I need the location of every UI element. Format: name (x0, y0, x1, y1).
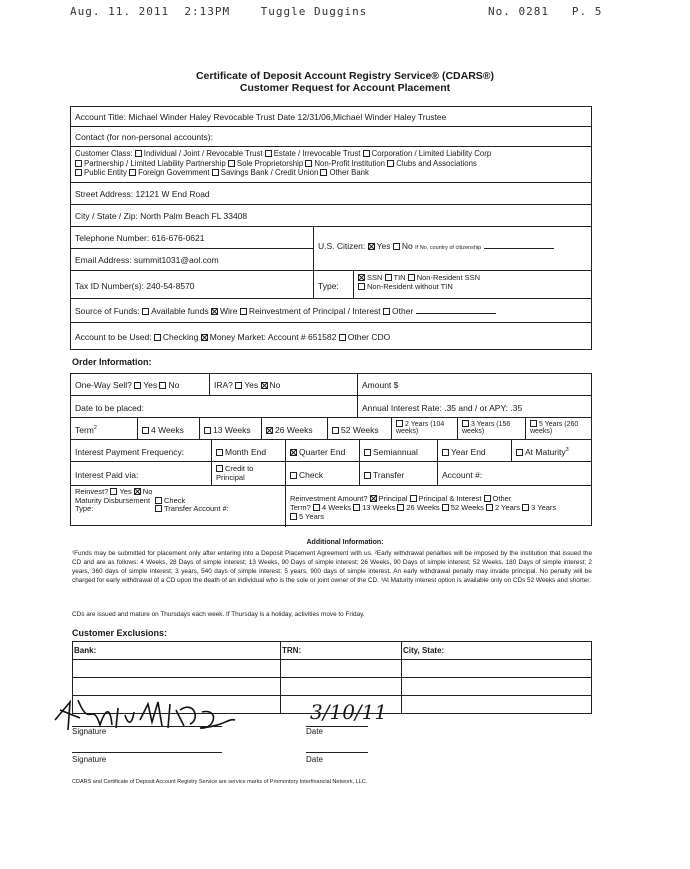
account-to-be-used (71, 323, 394, 351)
checkbox-other-cdo[interactable] (339, 334, 346, 341)
opt-label: Principal & Interest (418, 494, 482, 503)
checkbox-nonres-ssn[interactable] (408, 274, 415, 281)
customer-class-label: Customer Class: (75, 149, 133, 158)
ipf-maturity[interactable]: At Maturity$^3$ (511, 440, 591, 461)
term-26w[interactable] (261, 418, 327, 439)
sell-ira-row (71, 374, 591, 396)
checkbox-quarter-end[interactable] (290, 449, 297, 456)
opt-label: Public Entity (84, 168, 127, 177)
checkbox-rt-2y[interactable] (486, 504, 493, 511)
opt-label: Savings Bank / Credit Union (220, 168, 319, 177)
excl-cell[interactable] (402, 660, 592, 678)
opt-label: SSN (367, 273, 383, 282)
opt-label: 52 Weeks (450, 503, 484, 512)
checkbox-term-13w[interactable] (204, 427, 211, 434)
checkbox-term-2y[interactable] (396, 420, 403, 427)
opt-label: 2 Years (104 weeks) (396, 421, 445, 435)
checkbox-year-end[interactable] (442, 449, 449, 456)
reinvest-section (71, 486, 285, 527)
maturity-disbursement (75, 497, 281, 514)
checkbox-principal-interest[interactable] (410, 495, 417, 502)
checkbox-transfer[interactable] (364, 472, 371, 479)
signature-label-2: Signature (72, 755, 107, 764)
one-way-label: One-Way Sell? (75, 380, 132, 390)
opt-label: Corporation / Limited Liability Corp (371, 149, 492, 158)
fax-sender: Tuggle Duggins (260, 5, 368, 18)
opt-label: Transfer (373, 470, 405, 480)
reinvest-label: Reinvest? (75, 487, 109, 496)
ipv-row (71, 462, 591, 486)
ipv-label: Interest Paid via: (75, 470, 139, 480)
opt-label: Yes (119, 487, 132, 496)
ipv-check[interactable] (285, 462, 359, 485)
opt-label: 5 Years (260 weeks) (530, 421, 579, 435)
opt-label: Reinvestment of Principal / Interest (248, 306, 381, 316)
opt-label: No (168, 380, 180, 390)
checkbox-month-end[interactable] (216, 449, 223, 456)
phone-field[interactable]: Telephone Number: 616-676-0621 (71, 227, 313, 249)
issuance-note: CDs are issued and mature on Thursdays each week. If Thursday is a holiday, activities move to Friday. (72, 611, 365, 618)
checkbox-maturity-transfer[interactable] (155, 505, 162, 512)
term-label-text: Term (75, 425, 94, 435)
opt-label: Available funds (151, 306, 209, 316)
customer-class (71, 147, 495, 182)
citizen-note: If No, country of citizenship (415, 245, 482, 251)
checkbox-other-bank[interactable] (320, 169, 327, 176)
checkbox-sell-yes[interactable] (134, 382, 141, 389)
checkbox-estate[interactable] (265, 150, 272, 157)
form-title: Certificate of Deposit Account Registry Service® (CDARS®) (195, 70, 495, 82)
opt-label: 3 Years (531, 503, 557, 512)
checkbox-corporation[interactable] (363, 150, 370, 157)
checkbox-rt-3y[interactable] (522, 504, 529, 511)
opt-label: TIN (393, 273, 406, 282)
street-row (71, 183, 591, 205)
opt-label: Semiannual (373, 447, 418, 457)
opt-label: Principal (378, 494, 408, 503)
checkbox-term-4w[interactable] (142, 427, 149, 434)
opt-label: 26 Weeks (406, 503, 440, 512)
funds-label: Source of Funds: (75, 306, 140, 316)
checkbox-citizen-no[interactable] (393, 243, 400, 250)
term-row (71, 418, 591, 440)
opt-label: Money Market: Account # 651582 (209, 332, 337, 342)
tax-id[interactable]: Tax ID Number(s): 240-54-8570 (75, 281, 195, 291)
opt-label: 13 Weeks (362, 503, 396, 512)
account-used-row (71, 323, 591, 351)
contact-row (71, 127, 591, 147)
street-address[interactable]: Street Address: 12121 W End Road (75, 189, 210, 199)
checkbox-wire[interactable] (211, 308, 218, 315)
checkbox-citizen-yes[interactable] (368, 243, 375, 250)
excl-cell[interactable] (73, 660, 281, 678)
reinvest-row (71, 486, 591, 527)
opt-label: Yes (143, 380, 158, 390)
type-label: Type: (313, 271, 353, 298)
citizen-label: U.S. Citizen: (318, 241, 366, 251)
contact-field[interactable]: Contact (for non-personal accounts): (75, 132, 213, 142)
excl-header-trn: TRN: (281, 642, 402, 660)
phone-email-row (71, 227, 591, 271)
opt-label: No (142, 487, 153, 496)
checkbox-credit-principal[interactable] (216, 465, 223, 472)
reinvest-term-label: Term? (290, 503, 311, 512)
opt-label: Foreign Government (138, 168, 210, 177)
checkbox-ira-no[interactable] (261, 382, 268, 389)
ipf-semiannual[interactable] (359, 440, 437, 461)
term-4w[interactable] (137, 418, 199, 439)
opt-label: Non-Resident without TIN (367, 282, 453, 291)
checkbox-individual[interactable] (135, 150, 142, 157)
additional-info-heading: Additional Information: (306, 539, 384, 546)
date-rate-row (71, 396, 591, 418)
order-info-box (70, 373, 592, 526)
opt-label: Check (164, 495, 186, 505)
checkbox-reinvest-yes[interactable] (110, 488, 117, 495)
footnotes: ¹Funds may be submitted for placement only after entering into a Deposit Placement Agreement with us. ²Early withdrawal penalties will be imposed by the institution that issued the CD and are as follows: 4 Weeks, 28 Days of simple interest; 13 Weeks, 90 Days of simple interest; 26 Weeks, 90 Days of simple interest; 52 Weeks, 180 Days of simple interest; 2 years, 360 days of simple interest; 3 years, 540 days of simple interest; 5 years, 900 days of simple interest. An early withdrawal penalty may invade principal. No penalty will be charged for early withdrawal of a CD upon the death of an individual who is the sole or joint owner of the CD. ³At Maturity interest option is available only on CDs 52 Weeks and shorter. (72, 550, 592, 584)
opt-label: Wire (219, 306, 238, 316)
term-2y[interactable] (391, 418, 457, 439)
order-info-heading: Order Information: (72, 357, 152, 367)
checkbox-reinvest-other[interactable] (484, 495, 491, 502)
date-label-1: Date (306, 727, 323, 736)
opt-label: Credit to Principal (216, 464, 254, 482)
checkbox-term-5y[interactable] (530, 420, 537, 427)
checkbox-semiannual[interactable] (364, 449, 371, 456)
opt-label: Transfer Account #: (164, 504, 229, 513)
checkbox-money-market[interactable] (201, 334, 208, 341)
checkbox-rt-52w[interactable] (442, 504, 449, 511)
excl-cell[interactable] (281, 678, 402, 696)
citizen-no-label: No (401, 241, 413, 251)
opt-label: 13 Weeks (213, 425, 251, 435)
term-3y[interactable] (457, 418, 525, 439)
checkbox-nonres-no-tin[interactable] (358, 283, 365, 290)
citizen-field (313, 227, 591, 270)
citizenship-line (484, 248, 554, 249)
opt-label: Month End (225, 447, 267, 457)
opt-label: No (269, 380, 281, 390)
city-row (71, 205, 591, 227)
opt-label: 4 Weeks (151, 425, 184, 435)
checkbox-reinvestment[interactable] (240, 308, 247, 315)
type-options (353, 271, 591, 298)
excl-cell[interactable] (281, 660, 402, 678)
one-way-sell (71, 374, 181, 395)
checkbox-rt-13w[interactable] (353, 504, 360, 511)
checkbox-sole-prop[interactable] (228, 160, 235, 167)
checkbox-foreign-gov[interactable] (129, 169, 136, 176)
checkbox-term-26w[interactable] (266, 427, 273, 434)
signature-label-1: Signature (72, 727, 107, 736)
table-row (73, 660, 592, 678)
checkbox-partnership[interactable] (75, 160, 82, 167)
date-line-2 (306, 752, 368, 753)
amount-field[interactable]: Amount $ (357, 374, 591, 395)
opt-label: Partnership / Limited Liability Partnership (84, 158, 226, 168)
checkbox-rt-26w[interactable] (397, 504, 404, 511)
date-to-be-placed[interactable]: Date to be placed: (75, 403, 144, 413)
signature-line-2 (72, 752, 222, 753)
checkbox-sell-no[interactable] (159, 382, 166, 389)
exclusions-heading: Customer Exclusions: (72, 628, 168, 638)
opt-label: Checking (162, 332, 199, 342)
checkbox-ssn[interactable] (358, 274, 365, 281)
fax-header (70, 5, 367, 18)
form-subtitle: Customer Request for Account Placement (239, 82, 451, 94)
term-label: Term$^2$ (75, 425, 97, 435)
maturity-options (155, 497, 229, 514)
checkbox-checking[interactable] (154, 334, 161, 341)
opt-label: Yes (244, 380, 259, 390)
account-title-row (71, 107, 591, 127)
checkbox-public-entity[interactable] (75, 169, 82, 176)
opt-label: 26 Weeks (275, 425, 313, 435)
ira-field (209, 374, 357, 395)
opt-label: Estate / Irrevocable Trust (273, 149, 361, 158)
checkbox-available-funds[interactable] (142, 308, 149, 315)
checkbox-rt-4w[interactable] (313, 504, 320, 511)
opt-label: 4 Weeks (321, 503, 351, 512)
ira-label: IRA? (214, 380, 233, 390)
opt-label: Sole Proprietorship (236, 158, 304, 168)
opt-label: 2 Years (495, 503, 521, 512)
footer-trademark: CDARS and Certificate of Deposit Account Registry Service are service marks of Promontory Interfinancial Network, LLC. (72, 779, 368, 785)
opt-label: Check (299, 470, 324, 480)
excl-cell[interactable] (402, 678, 592, 696)
excl-header-city: City, State: (402, 642, 592, 660)
checkbox-clubs[interactable] (387, 160, 394, 167)
fax-page: P. 5 (571, 5, 603, 18)
opt-label: At Maturity (525, 447, 566, 457)
fax-page-info (488, 5, 602, 18)
checkbox-at-maturity[interactable] (516, 449, 523, 456)
checkbox-nonprofit[interactable] (305, 160, 312, 167)
fax-number: No. 0281 (488, 5, 549, 18)
source-of-funds (71, 299, 500, 322)
ipv-credit[interactable] (211, 462, 285, 485)
ipf-month[interactable] (211, 440, 285, 461)
city-state-zip[interactable]: City / State / Zip: North Palm Beach FL 33408 (75, 211, 248, 221)
opt-label: Clubs and Associations (396, 158, 477, 168)
ipf-quarter[interactable] (285, 440, 359, 461)
maturity-label: Maturity Disbursement Type: (75, 495, 151, 513)
opt-label: Other (492, 494, 512, 503)
tax-row (71, 271, 591, 299)
opt-label: 3 Years (156 weeks) (462, 421, 511, 435)
checkbox-reinvest-no[interactable] (134, 488, 141, 495)
reinvest-amount-section (285, 486, 591, 527)
checkbox-ira-yes[interactable] (235, 382, 242, 389)
funds-row (71, 299, 591, 323)
date-label-2: Date (306, 755, 323, 764)
opt-label: Other (392, 306, 414, 316)
term-52w[interactable] (327, 418, 391, 439)
checkbox-check[interactable] (290, 472, 297, 479)
email-field[interactable]: Email Address: summit1031@aol.com (75, 255, 219, 265)
opt-label: Other Bank (329, 168, 369, 177)
ipf-label: Interest Payment Frequency: (75, 447, 185, 457)
ipf-year[interactable] (437, 440, 511, 461)
opt-label: Quarter End (299, 447, 346, 457)
table-row (73, 642, 592, 660)
checkbox-principal[interactable] (370, 495, 377, 502)
excl-header-bank: Bank: (73, 642, 281, 660)
excl-cell[interactable] (402, 696, 592, 714)
fax-date: Aug. 11. 2011 (70, 5, 170, 18)
acct-used-label: Account to be Used: (75, 332, 152, 342)
term-13w[interactable] (199, 418, 261, 439)
opt-label: 52 Weeks (341, 425, 379, 435)
customer-class-row (71, 147, 591, 183)
checkbox-tin[interactable] (385, 274, 392, 281)
annual-interest-rate[interactable]: Annual Interest Rate: .35 and / or APY: .35 (357, 396, 591, 417)
opt-label: 5 Years (299, 512, 325, 521)
opt-label: Non-Profit Institution (314, 158, 386, 168)
reinvest-amount-label: Reinvestment Amount? (290, 494, 368, 503)
checkbox-maturity-check[interactable] (155, 497, 162, 504)
term-5y[interactable] (525, 418, 591, 439)
checkbox-rt-5y[interactable] (290, 513, 297, 520)
customer-info-box (70, 106, 592, 350)
account-title[interactable]: Account Title: Michael Winder Haley Revocable Trust Date 12/31/06,Michael Winder Haley Trustee (75, 112, 447, 122)
ipv-account[interactable]: Account #: (437, 462, 591, 485)
handwritten-date: 3/10/11 (310, 700, 388, 724)
opt-label: Non-Resident SSN (416, 273, 481, 282)
checkbox-term-52w[interactable] (332, 427, 339, 434)
checkbox-term-3y[interactable] (462, 420, 469, 427)
opt-label: Individual / Joint / Revocable Trust (143, 149, 263, 158)
citizen-yes-label: Yes (376, 241, 391, 251)
checkbox-other-funds[interactable] (383, 308, 390, 315)
ipf-row (71, 440, 591, 462)
opt-label: Other CDO (347, 332, 391, 342)
fax-time: 2:13PM (184, 5, 231, 18)
checkbox-savings-bank[interactable] (212, 169, 219, 176)
opt-label: Year End (451, 447, 486, 457)
ipv-transfer[interactable] (359, 462, 437, 485)
other-funds-line (416, 313, 496, 314)
